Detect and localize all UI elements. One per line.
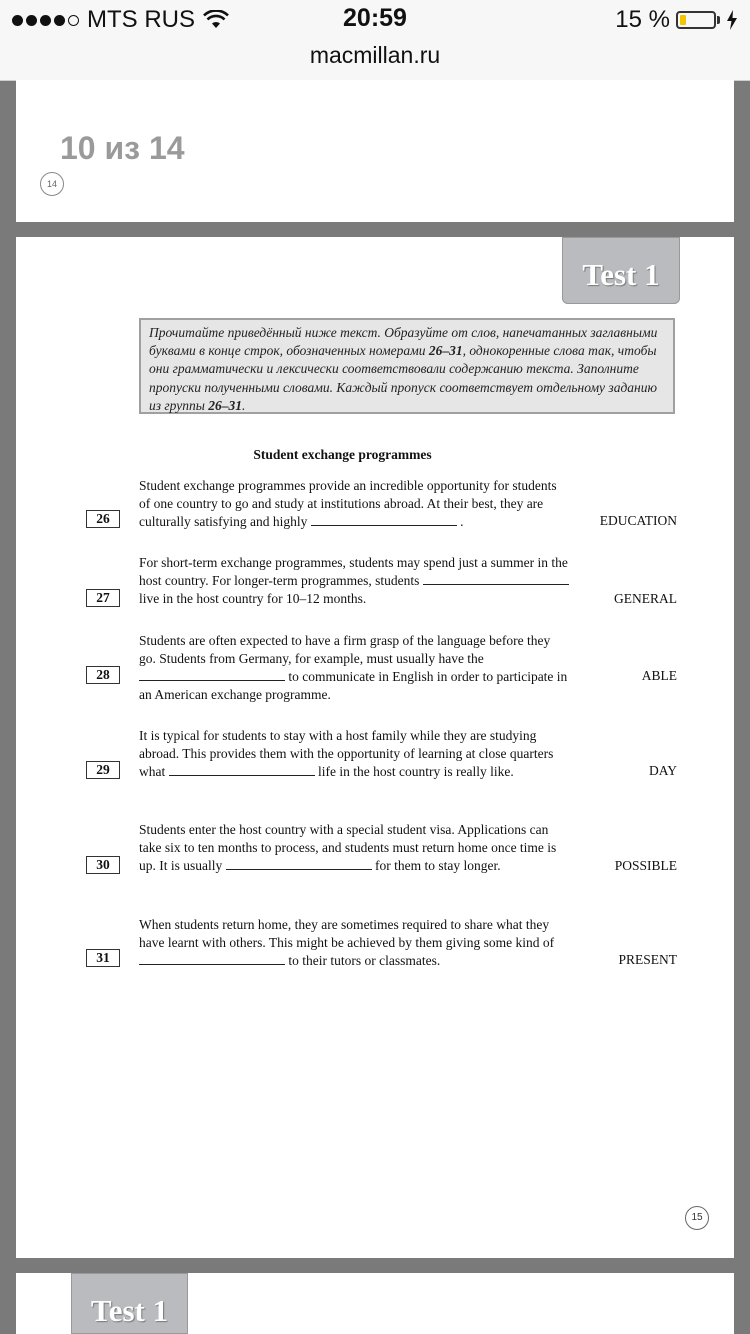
- task-text: For short-term exchange programmes, students may spend just a summer in the host country. For longer-term programmes, students live in the host country for 10–12 months.: [139, 555, 568, 606]
- document-page: [16, 237, 734, 1258]
- next-section-tab-label: Test 1: [90, 1293, 169, 1328]
- battery-percent: 15 %: [615, 6, 670, 33]
- page-number: 15: [685, 1206, 709, 1230]
- task-number: 29: [86, 761, 120, 779]
- answer-blank[interactable]: [169, 763, 315, 776]
- instructions-box: [139, 318, 675, 414]
- instructions-text-cont: , однокоренные слова так, чтобы они грамматически и лексически соответствовали содержанию текста. Заполните пропуски полученными словами. Каждый пропуск соответствует отдельному заданию из группы: [149, 343, 657, 413]
- battery-status: [615, 6, 738, 34]
- answer-blank[interactable]: [139, 668, 285, 681]
- base-word: DAY: [648, 763, 677, 778]
- instructions-end: .: [242, 397, 246, 413]
- task-text: Students enter the host country with a special student visa. Applications can take six to ten months to process, and students must return home once time is up. It is usually for them to stay longer.: [139, 822, 557, 873]
- address-url[interactable]: macmillan.ru: [309, 42, 441, 68]
- base-word: POSSIBLE: [614, 858, 677, 873]
- base-word: EDUCATION: [599, 513, 677, 528]
- task-text: Student exchange programmes provide an incredible opportunity for students of one country to go and study at institutions abroad. At their best, they are culturally satisfying and highly .: [139, 478, 557, 529]
- instructions-text: Прочитайте приведённый ниже текст. Образуйте от слов, напечатанных заглавными буквами в конце строк, обозначенных номерами: [149, 325, 658, 359]
- instructions-range-2: 26–31: [208, 397, 242, 413]
- answer-blank[interactable]: [311, 513, 457, 526]
- base-word: GENERAL: [614, 591, 677, 606]
- next-page: [16, 1273, 734, 1334]
- answer-blank[interactable]: [423, 572, 569, 585]
- text-title: Student exchange programmes: [253, 447, 432, 462]
- section-tab-label: Test 1: [582, 257, 660, 292]
- task-text: Students are often expected to have a firm grasp of the language before they go. Students from Germany, for example, must usually have the to communicate in English in order to participate in an American exchange programme.: [139, 633, 568, 702]
- next-section-tab: [71, 1273, 188, 1334]
- instructions-range: 26–31: [428, 343, 463, 359]
- previous-page: [16, 80, 734, 222]
- task-text: It is typical for students to stay with a host family while they are studying abroad. This provides them with the opportunity of learning at close quarters what life in the host country is really like.: [139, 728, 554, 779]
- charging-bolt-icon: [726, 10, 738, 30]
- answer-blank[interactable]: [139, 952, 285, 965]
- task-number: 26: [86, 510, 120, 528]
- base-word: ABLE: [641, 668, 677, 683]
- task-number: 27: [86, 589, 120, 607]
- section-tab: [562, 237, 680, 304]
- task-text: When students return home, they are sometimes required to share what they have learnt with others. This might be achieved by them giving some kind of to their tutors or classmates.: [139, 917, 555, 968]
- carrier-name: MTS RUS: [87, 6, 195, 33]
- page-counter: 10 из 14: [60, 130, 185, 166]
- base-word: PRESENT: [618, 952, 677, 967]
- task-number: 31: [86, 949, 120, 967]
- status-bar: [0, 0, 750, 81]
- task-number: 30: [86, 856, 120, 874]
- battery-icon: [676, 11, 716, 29]
- clock: 20:59: [343, 4, 407, 32]
- prev-page-number: 14: [40, 172, 64, 196]
- answer-blank[interactable]: [226, 857, 372, 870]
- task-number: 28: [86, 666, 120, 684]
